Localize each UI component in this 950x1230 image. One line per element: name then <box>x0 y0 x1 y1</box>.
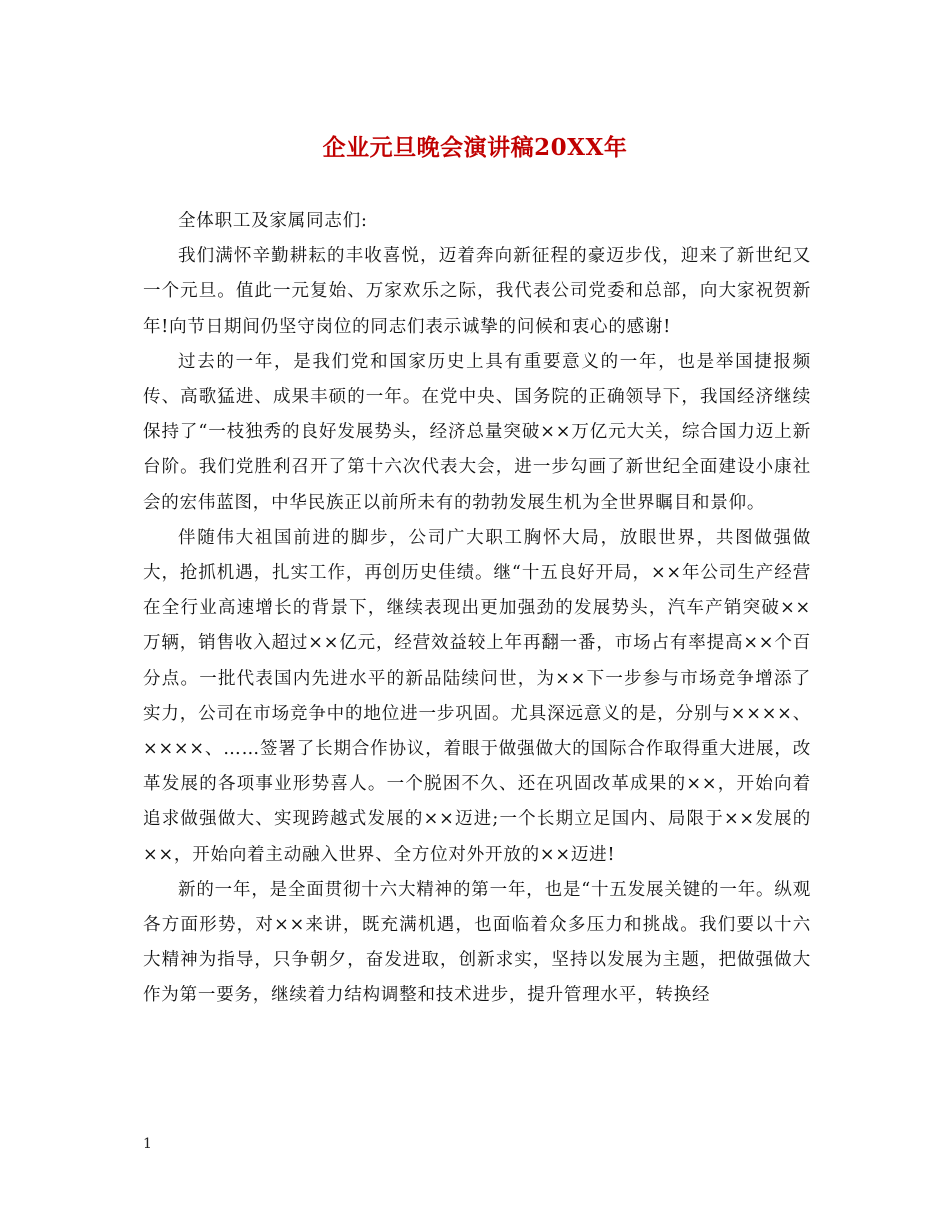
document-body <box>143 204 811 1014</box>
paragraph: 我们满怀辛勤耕耘的丰收喜悦，迈着奔向新征程的豪迈步伐，迎来了新世纪又一个元旦。值此一元复始、万家欢乐之际，我代表公司党委和总部，向大家祝贺新年!向节日期间仍坚守岗位的同志们表示诚挚的问候和衷心的感谢! <box>143 246 811 337</box>
paragraph: 新的一年，是全面贯彻十六大精神的第一年，也是“十五发展关键的一年。纵观各方面形势，对××来讲，既充满机遇，也面临着众多压力和挑战。我们要以十六大精神为指导，只争朝夕，奋发进取，创新求实，坚持以发展为主题，把做强做大作为第一要务，继续着力结构调整和技术进步，提升管理水平，转换经 <box>143 879 811 1006</box>
salutation: 全体职工及家属同志们: <box>178 211 368 231</box>
paragraph: 伴随伟大祖国前进的脚步，公司广大职工胸怀大局，放眼世界，共图做强做大，抢抓机遇，扎实工作，再创历史佳绩。继“十五良好开局，××年公司生产经营在全行业高速增长的背景下，继续表现出更加强劲的发展势头，汽车产销突破××万辆，销售收入超过××亿元，经营效益较上年再翻一番，市场占有率提高××个百分点。一批代表国内先进水平的新品陆续问世，为××下一步参与市场竞争增添了实力，公司在市场竞争中的地位进一步巩固。尤具深远意义的是，分别与××××、××××、……签署了长期合作协议，着眼于做强做大的国际合作取得重大进展，改革发展的各项事业形势喜人。一个脱困不久、还在巩固改革成果的××，开始向着追求做强做大、实现跨越式发展的××迈进;一个长期立足国内、局限于××发展的××，开始向着主动融入世界、全方位对外开放的××迈进! <box>143 527 811 865</box>
paragraph: 过去的一年，是我们党和国家历史上具有重要意义的一年，也是举国捷报频传、高歌猛进、成果丰硕的一年。在党中央、国务院的正确领导下，我国经济继续保持了“一枝独秀的良好发展势头，经济总量突破××万亿元大关，综合国力迈上新台阶。我们党胜利召开了第十六次代表大会，进一步勾画了新世纪全面建设小康社会的宏伟蓝图，中华民族正以前所未有的勃勃发展生机为全世界瞩目和景仰。 <box>143 351 811 513</box>
page-title: 企业元旦晚会演讲稿20XX年 <box>322 134 628 161</box>
page-number: 1 <box>143 1136 152 1152</box>
